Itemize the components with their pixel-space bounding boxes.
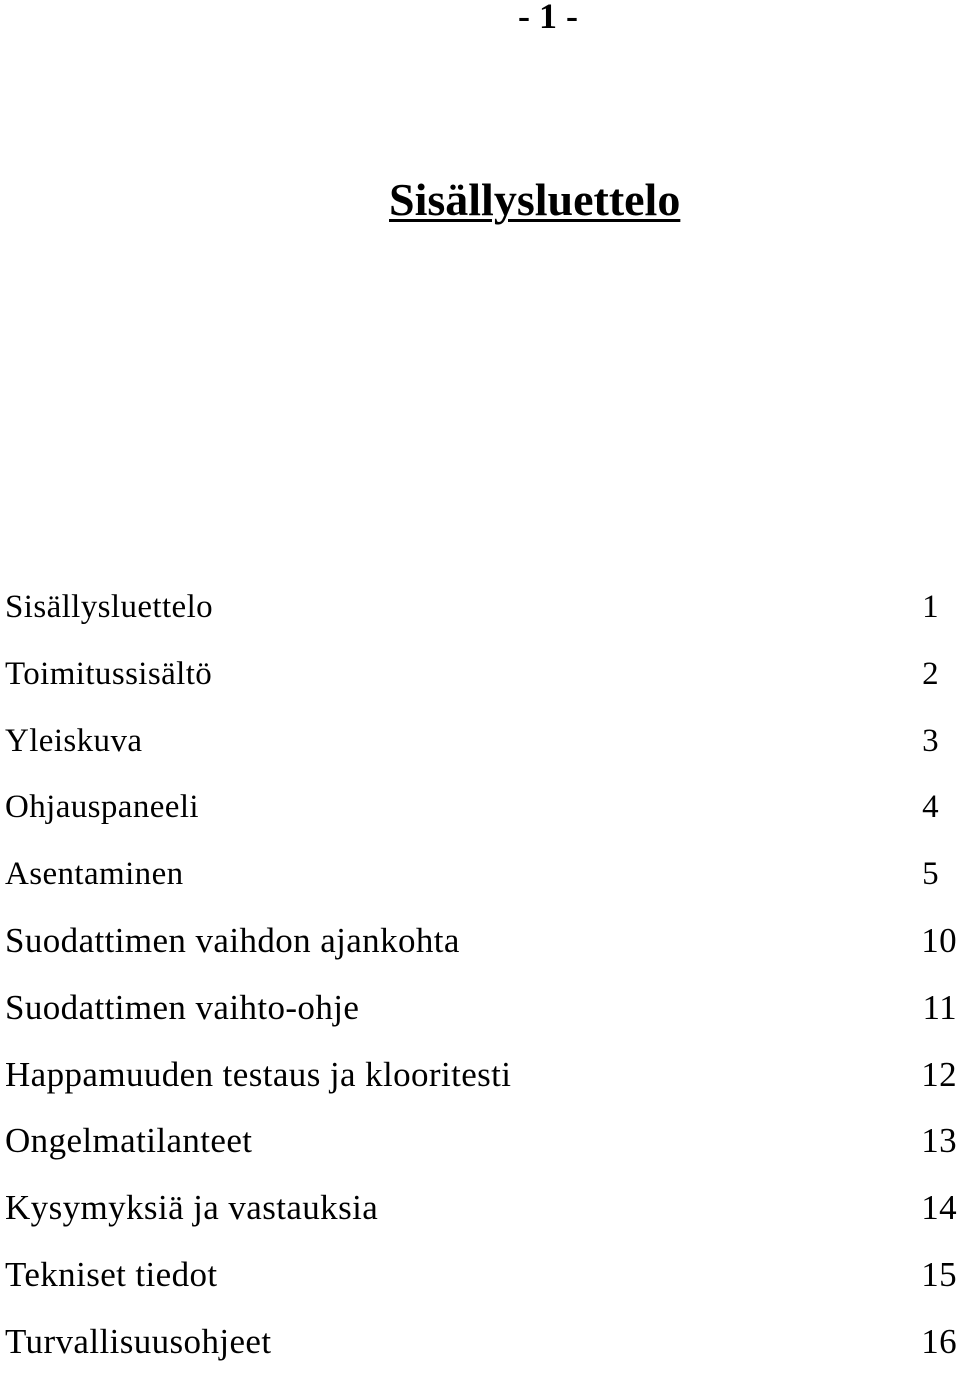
toc-entry-page: 5	[922, 856, 939, 893]
toc-entry-page: 1	[922, 589, 939, 625]
toc-entry-ongelmatilanteet[interactable]	[5, 1119, 957, 1186]
toc-entry-turvallisuusohjeet[interactable]	[5, 1320, 957, 1387]
toc-entry-label: Ongelmatilanteet	[5, 1121, 253, 1161]
toc-entry-toimitussisalto[interactable]	[5, 652, 957, 719]
toc-entry-label: Toimitussisältö	[5, 655, 213, 692]
page-number: - 1 -	[518, 0, 578, 36]
toc-entry-label: Tekniset tiedot	[5, 1254, 218, 1294]
toc-entry-ohjauspaneeli[interactable]	[5, 785, 957, 852]
page-title: Sisällysluettelo	[389, 174, 681, 225]
toc-entry-happamuuden-testaus[interactable]	[5, 1053, 957, 1120]
toc-entry-page: 14	[921, 1188, 957, 1228]
toc-entry-page: 13	[921, 1121, 957, 1161]
toc-entry-label: Sisällysluettelo	[5, 589, 214, 625]
toc-entry-page: 11	[922, 987, 957, 1027]
toc-entry-yleiskuva[interactable]	[5, 719, 957, 786]
toc-entry-label: Turvallisuusohjeet	[5, 1321, 272, 1361]
toc-entry-label: Yleiskuva	[5, 722, 143, 759]
toc-entry-label: Kysymyksiä ja vastauksia	[5, 1188, 379, 1228]
toc-entry-suodattimen-vaihto-ohje[interactable]	[5, 986, 957, 1053]
toc-entry-label: Asentaminen	[5, 856, 184, 893]
toc-entry-page: 4	[922, 789, 939, 826]
toc-entry-kysymyksia-ja-vastauksia[interactable]	[5, 1186, 957, 1253]
toc-entry-sisallysluettelo[interactable]	[5, 585, 957, 652]
toc-entry-suodattimen-vaihdon-ajankohta[interactable]	[5, 919, 957, 986]
toc-entry-asentaminen[interactable]	[5, 852, 957, 919]
toc-entry-page: 12	[921, 1054, 957, 1094]
toc-entry-label: Ohjauspaneeli	[5, 789, 199, 826]
toc-entry-page: 10	[921, 920, 957, 960]
toc-entry-page: 3	[922, 722, 939, 759]
toc-entry-page: 2	[922, 655, 939, 692]
toc-entry-label: Happamuuden testaus ja klooritesti	[5, 1054, 512, 1094]
toc-entry-page: 16	[921, 1321, 957, 1361]
table-of-contents	[5, 585, 957, 1387]
toc-entry-page: 15	[921, 1254, 957, 1294]
toc-entry-label: Suodattimen vaihto-ohje	[5, 987, 360, 1027]
toc-entry-label: Suodattimen vaihdon ajankohta	[5, 920, 460, 960]
toc-entry-tekniset-tiedot[interactable]	[5, 1253, 957, 1320]
